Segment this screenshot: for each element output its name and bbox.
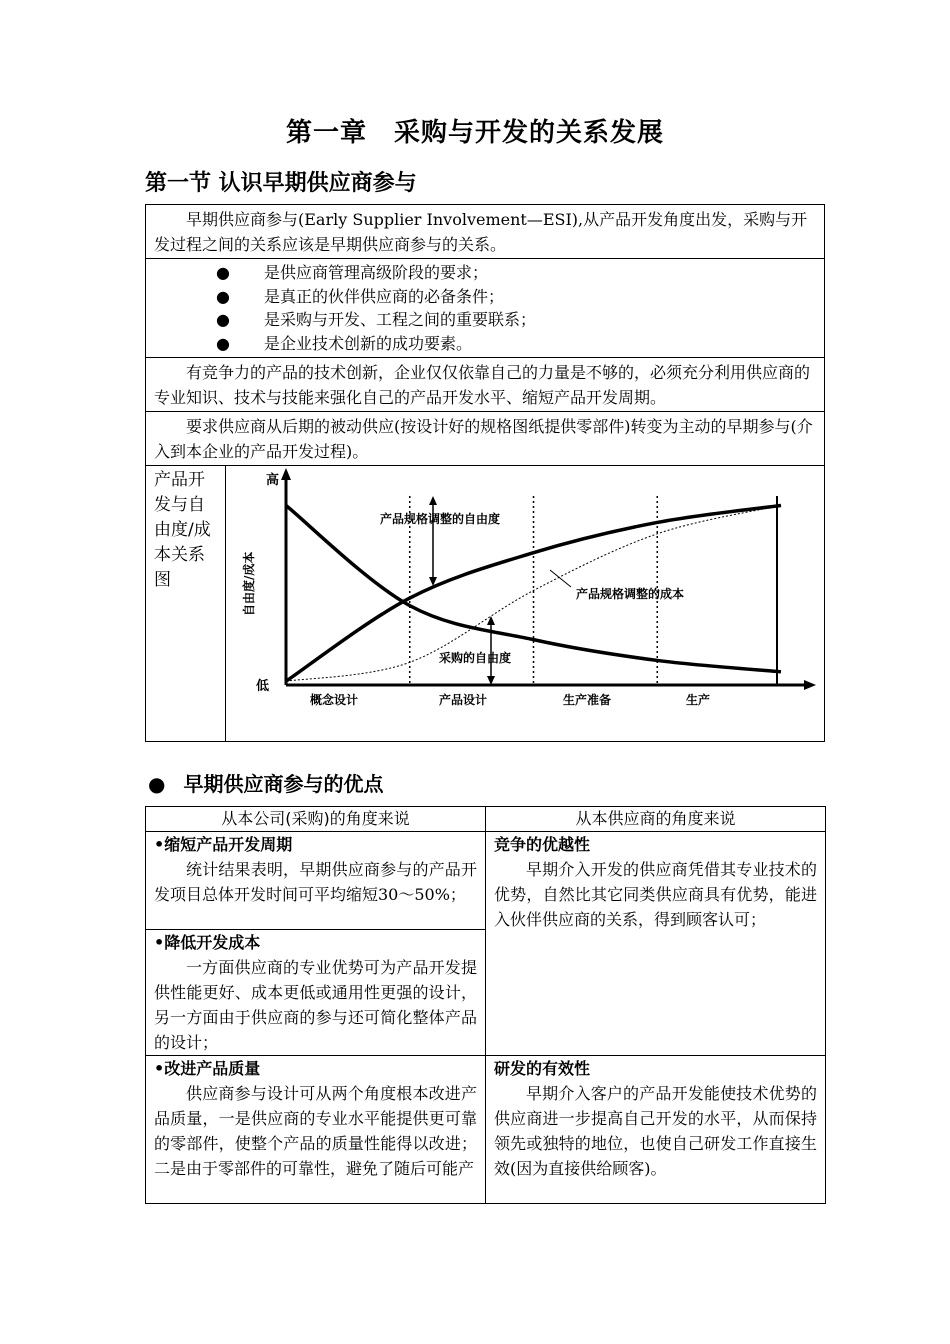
bullet-icon: ●: [216, 333, 230, 353]
intro-box: [145, 204, 825, 742]
chapter-title: 第一章 采购与开发的关系发展: [285, 118, 664, 148]
item-title: [154, 1056, 477, 1081]
item-text: 早期介入开发的供应商凭借其专业技术的优势，自然比其它同类供应商具有优势，能进入伙伴供应商的关系，得到顾客认可；: [494, 860, 817, 929]
category-label: 生产: [686, 693, 711, 707]
item-title: [154, 832, 477, 857]
category-label: 概念设计: [310, 693, 359, 707]
cost-leader-line: [550, 570, 571, 587]
item-text: 统计结果表明，早期供应商参与的产品开发项目总体开发时间可平均缩短30～50%；: [154, 860, 477, 904]
company-item-3: [146, 1056, 486, 1204]
table-row: [146, 1056, 826, 1204]
table-row: [146, 832, 826, 930]
bullet-icon: ●: [148, 772, 166, 796]
annotation-purchase-freedom: 采购的自由度: [439, 651, 512, 665]
list-item-text: 是采购与开发、工程之间的重要联系；: [264, 310, 537, 329]
esi-definition: 早期供应商参与(Early Supplier Involvement—ESI),从产品开发角度出发，采购与开发过程之间的关系应该是早期供应商参与的关系。: [146, 205, 824, 259]
bullet-list-cell: [146, 259, 824, 358]
category-label: 生产准备: [563, 693, 612, 707]
company-item-1: [146, 832, 486, 930]
item-title-text: 降低开发成本: [164, 933, 261, 952]
list-item-text: 是真正的伙伴供应商的必备条件；: [264, 286, 505, 306]
bullet-icon: ●: [216, 286, 230, 306]
bullet-icon: ●: [216, 310, 230, 329]
list-item-text: 是供应商管理高级阶段的要求；: [264, 263, 489, 282]
advantages-title: 早期供应商参与的优点: [183, 772, 384, 796]
annotation-spec-freedom: 产品规格调整的自由度: [380, 512, 501, 526]
chart-row: [146, 466, 824, 742]
list-item: [216, 261, 816, 285]
item-title: [154, 930, 477, 955]
x-axis-arrow: [804, 680, 816, 690]
table-header-row: [146, 807, 826, 832]
advantages-heading: [148, 768, 383, 797]
y-axis-label: 自由度/成本: [242, 551, 256, 616]
list-item-text: 是企业技术创新的成功要素。: [264, 333, 473, 353]
col-supplier-header: 从本供应商的角度来说: [486, 807, 826, 832]
col-company-header: 从本公司(采购)的角度来说: [146, 807, 486, 832]
item-title-text: 缩短产品开发周期: [164, 835, 293, 854]
item-text: 一方面供应商的专业优势可为产品开发提供性能更好、成本更低或通用性更强的设计，另一方面由于供应商的参与还可简化整体产品的设计；: [154, 958, 477, 1052]
advantages-table: [145, 806, 826, 1204]
chart-area: [226, 466, 824, 741]
competitive-paragraph: 有竞争力的产品的技术创新，企业仅仅依靠自己的力量是不够的，必须充分利用供应商的专业知识、技术与技能来强化自己的产品开发水平、缩短产品开发周期。: [146, 358, 824, 412]
list-item: [216, 332, 816, 356]
chart-label: 产品开发与自由度/成本关系图: [146, 466, 226, 741]
item-marker: •: [154, 835, 165, 854]
item-marker: •: [154, 1059, 165, 1078]
annotation-spec-cost: 产品规格调整的成本: [576, 587, 685, 601]
list-item: [216, 285, 816, 309]
item-marker: •: [154, 933, 165, 952]
spec-freedom-arrow-head-top: [429, 496, 437, 505]
item-title-text: 改进产品质量: [164, 1059, 261, 1078]
item-text: 供应商参与设计可从两个角度根本改进产品质量，一是供应商的专业水平能提供更可靠的零部件，使整个产品的质量性能得以改进；二是由于零部件的可靠性，避免了随后可能产: [154, 1084, 477, 1178]
bullet-list: [154, 261, 816, 355]
section-title: 第一节 认识早期供应商参与: [145, 171, 417, 196]
list-item: [216, 308, 816, 332]
item-title: 研发的有效性: [494, 1059, 591, 1078]
company-item-2: [146, 930, 486, 1056]
bullet-icon: ●: [216, 263, 230, 282]
supplier-item-1: [486, 832, 826, 1056]
item-title: 竞争的优越性: [494, 835, 591, 854]
item-text: 早期介入客户的产品开发能使技术优势的供应商进一步提高自己开发的水平，从而保持领先或独特的地位，也使自己研发工作直接生效(因为直接供给顾客)。: [494, 1084, 817, 1178]
y-high-label: 高: [266, 473, 280, 488]
y-low-label: 低: [256, 679, 270, 694]
supplier-item-2: [486, 1056, 826, 1204]
shift-paragraph: 要求供应商从后期的被动供应(按设计好的规格图纸提供零部件)转变为主动的早期参与(介入到本企业的产品开发过程)。: [146, 412, 824, 466]
freedom-cost-chart: [226, 466, 824, 741]
category-label: 产品设计: [439, 693, 488, 707]
y-axis-arrow: [281, 468, 291, 480]
